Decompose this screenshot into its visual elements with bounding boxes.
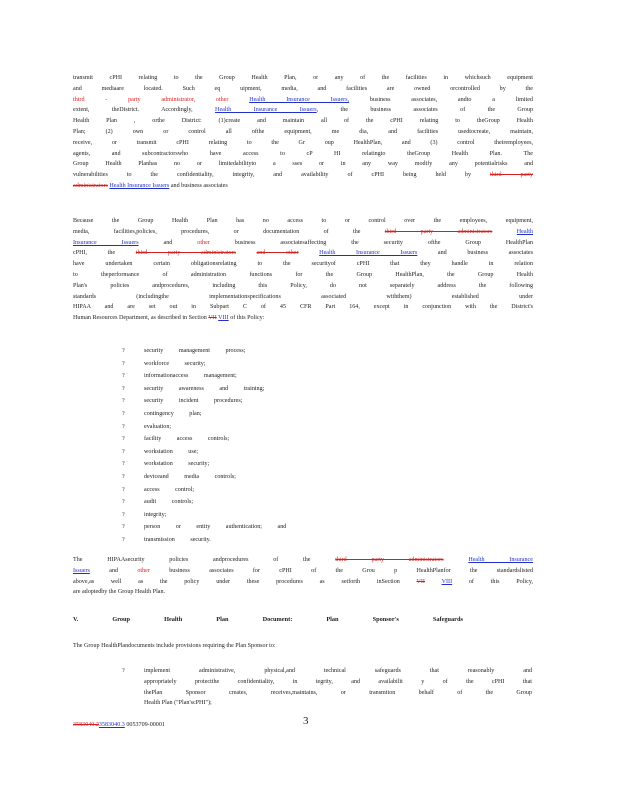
text-run [228,97,249,103]
text-run: thePlan Sponsor creates, receives,maintains, or transmiton behalf of the Group [144,689,532,696]
list-item [122,446,422,459]
inserted-text: Insurance Issuers [73,239,139,246]
text-run: standards (includingthe implementationspecifications associated withthem) established under [73,293,533,300]
deleted-text: third party administrators [384,228,493,235]
list-item-text: security incident procedures; [144,398,243,405]
bullet-marker: ? [122,410,125,417]
text-run: appropriately protectthe confidentiality, in tegrity, and availabilit y of the cPHI that [144,678,532,685]
text-run: Plan's policies andprocedures, including this Policy, do not separately address the following [73,282,533,289]
document-id-old: 3583040.2 [73,722,99,728]
list-item-text: workstation use; [144,448,199,455]
bullet-marker: ? [122,423,125,430]
list-item [122,345,422,358]
heading-word: Plan [216,616,229,623]
text-line [73,248,533,259]
document-id [73,720,165,731]
text-run: of this Policy, [452,578,533,585]
heading-word: Safeguards [432,616,463,623]
inserted-text: Health Insurance Issuers [109,182,170,189]
paragraph-plan-documents [73,641,533,652]
bullet-marker: ? [122,486,125,493]
text-run: Group Health Planhas no or limitedabilityto a sses or in any way modify any potentialrisks and [73,161,533,168]
paragraph-adopted-policies [73,555,533,598]
page-number: 3 [303,715,309,727]
safeguard-text [144,666,532,709]
bullet-marker: ? [122,348,125,354]
deleted-text: VII [416,578,425,585]
text-run: business associatesaffecting the security ofthe Group HealthPlan [209,239,533,246]
text-run: transmit cPHI relating to the Group Health Plan, or any of the facilities in whichsuch equipment [73,75,533,81]
text-line [73,292,533,303]
bullet-marker: ? [122,448,125,455]
deleted-text: third party administrators [335,557,444,563]
text-run: to theperformance of administration functions for the Group HealthPlan, the Group Health [73,271,533,278]
text-line [73,270,533,281]
text-run: agents, and subcontractorswho have access to cP HI relatingto theGroup Health Plan. The [73,150,533,157]
text-line [73,259,533,270]
inserted-text: Health [516,228,533,235]
text-run: The HIPAAsecurity policies andprocedures of the [73,557,336,563]
text-run: The Group HealthPlandocuments include provisions requiring the Plan Sponsor to: [73,643,276,649]
text-line [73,641,533,652]
deleted-text: third party administrators [135,250,236,257]
list-item-text: contingency plan; [144,410,202,417]
text-run: are adoptedby the Group Health Plan. [73,589,166,596]
list-item-text: deviceand media controls; [144,473,236,480]
revised-text: other [197,239,210,246]
text-run: Human Resources Department, as described in Section [73,315,209,322]
text-run: Because the Group Health Plan has no access to or control over the employees, equipment, [73,218,533,224]
list-item [122,421,422,434]
list-item-text: evaluation; [144,423,172,430]
list-item-text: person or entity authentication; and [144,524,287,531]
inserted-text: Health Insurance [468,557,533,563]
list-item-text: audit controls; [144,499,194,506]
text-run: and [89,567,138,574]
text-line [73,281,533,292]
list-item [122,408,422,421]
text-run: cPHI, the [73,250,136,257]
inserted-text: Health Insurance Issuers [319,250,418,257]
heading-word: Document: [262,616,293,623]
heading-word: Sponsor's [372,616,399,623]
list-item-text: security management process; [144,348,246,354]
list-item [122,358,422,371]
list-item-text: security awareness and training; [144,385,265,392]
text-line [73,238,533,249]
text-run [236,250,257,256]
list-item [122,458,422,471]
bullet-marker: ? [122,461,125,468]
bullet-marker: ? [122,360,125,367]
list-item-text: facility access controls; [144,436,230,443]
text-run: and [138,239,198,246]
revised-text: other [137,567,150,574]
text-run: and business associates [417,250,533,257]
revised-text: other [215,96,229,103]
bullet-marker: ? [122,511,125,518]
inserted-text: Health Insurance Issuers [215,107,317,114]
text-line [73,170,533,181]
bullet-marker: ? [122,398,125,405]
text-line [73,159,533,170]
bullet-marker: ? [122,524,125,531]
bullet-marker: ? [122,668,125,674]
heading-word: Plan [326,616,339,623]
list-item-text: workforce security; [144,360,206,367]
text-run: and business associates [169,182,228,189]
inserted-text: VIII [441,578,453,585]
bullet-marker: ? [122,385,125,392]
text-run: media, facilities,policies, procedures, or documentation of the [73,228,385,235]
bullet-marker: ? [122,473,125,480]
bullet-marker: ? [122,499,125,506]
text-line [73,313,533,324]
list-item [122,471,422,484]
text-run: have undertaken certain obligationsrelating to the securityof cPHI that they handle in relation [73,261,533,268]
inserted-text: VIII [218,315,229,322]
security-standards-list [122,345,422,547]
list-item [122,521,422,534]
heading-word: V. [73,616,79,623]
inserted-text: Issuers [73,567,90,574]
list-item [122,395,422,408]
document-id-new: 3583040.3 [98,722,125,728]
text-line [73,587,533,598]
list-item-text: transmission security. [144,536,211,543]
text-run [299,250,320,256]
list-item [122,370,422,383]
text-line [73,577,533,588]
text-run [492,229,516,235]
text-line [73,555,533,566]
bullet-marker: ? [122,436,125,443]
text-run: receive, or transmit cPHI relating to the Gr oup HealthPlan, and (3) control theiremployees, [73,139,533,146]
list-item [122,534,422,547]
heading-word: Group [112,616,131,623]
deleted-text: third party [490,172,533,179]
text-run: Plan; (2) own or control all ofthe equipment, me dia, and facilities usedtocreate, maintain, [73,128,533,135]
text-run: above,as well as the policy under these procedures as setforth inSection [73,578,417,585]
bullet-marker: ? [122,373,125,380]
text-line [73,216,533,227]
list-item [122,509,422,522]
text-run [444,557,469,563]
text-line [73,149,533,160]
text-line [73,105,533,116]
text-line [144,677,532,688]
text-run: implement administrative, physical,and technical safeguards that reasonably and [144,668,532,674]
text-run: and mediaare located. Such eq uipment, media, and facilities are owned orcontrolled by the [73,85,533,92]
text-run: , the business associates of the Group [316,107,533,114]
inserted-text: Health Insurance Issuers, [249,96,350,103]
list-item [122,496,422,509]
heading-word: Health [164,616,183,623]
paragraph-third-party-control [73,73,533,192]
bullet-marker: ? [122,536,125,543]
text-line [73,227,533,238]
text-line [144,688,532,699]
deleted-text: administrators [73,182,108,189]
list-item [122,383,422,396]
text-run: extent, theDistrict. Accordingly, [73,107,216,114]
text-run [195,97,216,103]
deleted-text: VII [208,315,217,322]
text-run: Health Plan ("Plan'scPHI"); [144,700,212,707]
text-line [73,95,533,106]
list-item [122,433,422,446]
text-run: of this Policy: [228,315,265,322]
deleted-text: and other [256,250,299,257]
text-line [73,181,533,192]
text-line [73,84,533,95]
text-line [73,302,533,313]
revised-text: third - party administrator, [73,96,196,103]
paragraph-no-access-obligations [73,216,533,324]
list-item-text: informationaccess management; [144,373,237,380]
text-run: Health Plan , orthe District: (1)create and maintain all of the cPHI relating to theGroup Health [73,118,533,125]
text-line [144,698,532,709]
text-line [73,116,533,127]
text-line [73,127,533,138]
section-heading-v [73,615,463,626]
list-item-text: integrity; [144,511,167,518]
text-line [73,566,533,577]
list-item [122,484,422,497]
text-run: vulnerabilities to the confidentiality, integrity, and availability of cPHI being held by [73,172,490,179]
text-run: business associates, andto a limited [349,96,533,103]
text-line [73,73,533,84]
text-run: business associates for cPHI of the Grou p HealthPlanfor the standardslisted [149,567,533,574]
list-item-text: workstation security; [144,461,210,468]
text-line [73,138,533,149]
matter-number: 0053709-00001 [126,722,165,728]
text-run: HIPAA and are set out in Subpart C of 45 CFR Part 164, except in conjunction with the District's [73,304,533,311]
text-line [144,666,532,677]
text-run [425,579,442,585]
list-item-text: access control; [144,486,195,493]
